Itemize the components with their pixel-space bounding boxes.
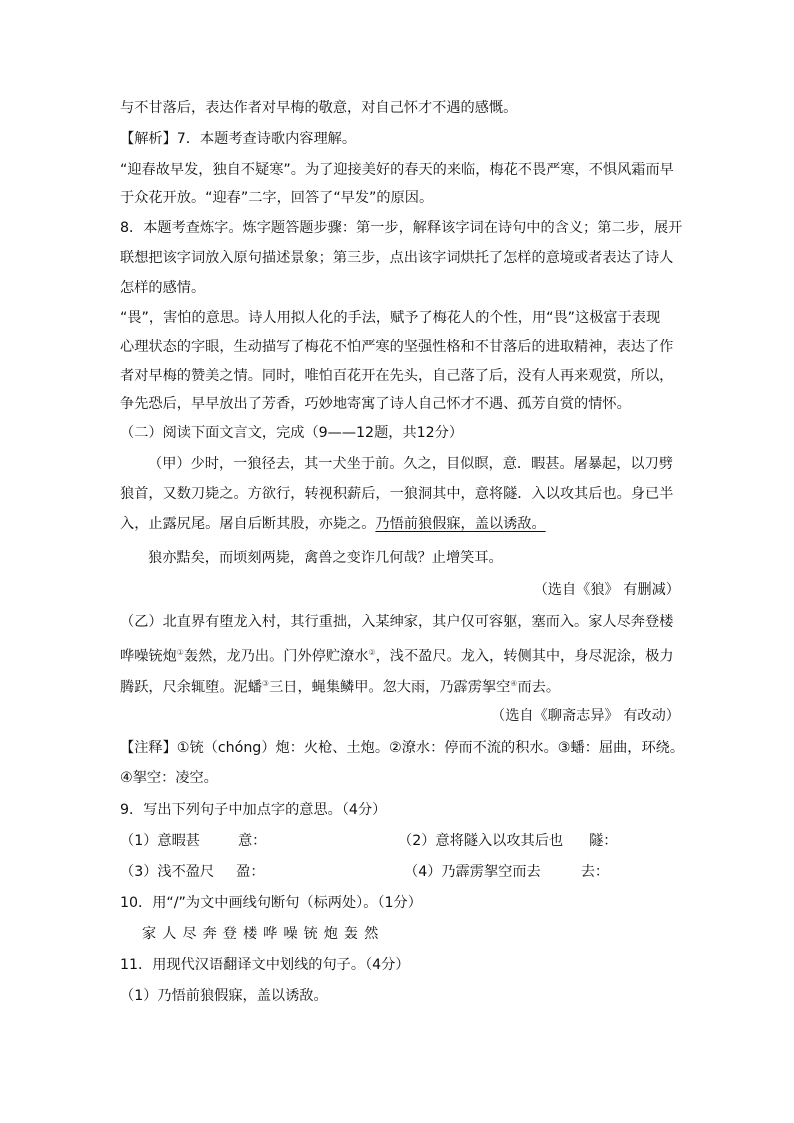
text-line: “迎春故早发，独自不疑寒”。为了迎接美好的春天的来临，梅花不畏严寒，不惧风霜而早 — [120, 162, 674, 178]
question-text: （1）意暇甚 — [120, 833, 200, 849]
question-9-item — [398, 831, 617, 851]
text-line: 争先恐后，早早放出了芳香，巧妙地寄寓了诗人自己怀才不遇、孤芳自赏的情怀。 — [120, 396, 631, 412]
text-line: 于众花开放。“迎春”二字，回答了“早发”的原因。 — [120, 190, 434, 206]
answer-key-label: 意： — [237, 833, 267, 849]
question-9-heading: 9．写出下列句子中加点字的意思。（4分） — [120, 802, 387, 818]
text-line: “畏”，害怕的意思。诗人用拟人化的手法，赋予了梅花人的个性，用“畏”这极富于表现 — [120, 310, 661, 326]
passage-text: 而去。 — [517, 679, 561, 696]
question-text: （3）浅不盈尺 — [120, 864, 215, 880]
passage-text: 入，止露尻尾。屠自后断其股，亦毙之。 — [120, 516, 376, 532]
text-line: 心理状态的字眼，生动描写了梅花不怕严寒的坚强性格和不甘落后的进取精神，表达了作 — [120, 339, 674, 355]
sentence-to-punctuate: 家人尽奔登楼哗噪铳炮轰然 — [142, 926, 385, 942]
passage-jia-line: 狼亦黠矣，而顷刻两毙，禽兽之变诈几何哉？止增笑耳。 — [148, 550, 503, 566]
answer-key-label: 隧： — [589, 833, 618, 849]
text-line: 联想把该字词放入原句描述景象；第三步，点出该字词烘托了怎样的意境或者表达了诗人 — [120, 250, 674, 266]
passage-text: 轰然，龙乃出。门外停贮潦水 — [183, 648, 369, 665]
passage-yi-line — [120, 674, 560, 698]
passage-yi-line: （乙）北直界有堕龙入村，其行重拙，入某绅家，其户仅可容躯，塞而入。家人尽奔登楼 — [120, 614, 674, 630]
passage-text: ，浅不盈尺。龙入，转侧其中，身尽泥涂，极力 — [375, 648, 674, 665]
passage-jia-line — [120, 514, 546, 534]
source-note: （选自《狼》 有删减） — [533, 582, 680, 598]
passage-jia-line: 狼首，又数刀毙之。方欲行，转视积薪后，一狼洞其中，意将隧．入以攻其后也。身已半 — [120, 486, 674, 502]
text-line: 怎样的感情。 — [120, 280, 206, 296]
analysis-heading: 【解析】7．本题考查诗歌内容理解。 — [120, 131, 357, 147]
text-line: 8．本题考查炼字。炼字题答题步骤：第一步，解释该字词在诗句中的含义；第二步，展开 — [120, 220, 683, 236]
underlined-sentence: 乃悟前狼假寐，盖以诱敌。 — [375, 516, 546, 532]
note-marker: ② — [368, 648, 376, 657]
question-9-item — [404, 862, 609, 882]
source-note: （选自《聊斋志异》 有改动） — [491, 708, 680, 724]
note-marker: ④ — [510, 679, 518, 688]
passage-text: 三日，蝇集鳞甲。忽大雨，乃霹雳挐空 — [269, 679, 511, 696]
passage-text: 腾跃，尺余辄堕。泥蟠 — [120, 679, 262, 696]
text-line: 者对早梅的赞美之情。同时，唯怕百花开在先头，自己落了后，没有人再来观赏，所以， — [120, 368, 674, 384]
note-marker: ① — [176, 648, 184, 657]
question-text: （2）意将隧入以攻其后也 — [398, 833, 564, 849]
question-11-item: （1）乃悟前狼假寐，盖以诱敌。 — [120, 988, 328, 1004]
answer-key-label: 盈： — [236, 864, 265, 880]
passage-yi-line — [120, 643, 674, 667]
note-marker: ③ — [261, 679, 270, 688]
answer-key-label: 去： — [580, 864, 610, 880]
section-heading: （二）阅读下面文言文，完成（9——12题，共12分） — [120, 425, 464, 441]
question-text: （4）乃霹雳挐空而去 — [404, 864, 541, 880]
text-line: 与不甘落后，表达作者对早梅的敬意，对自己怀才不遇的感慨。 — [120, 100, 518, 116]
question-10-heading: 10．用“/”为文中画线句断句（标两处）。（1分） — [120, 895, 422, 911]
passage-text: 哗噪铳炮 — [120, 648, 177, 665]
annotation-line: ④挐空：凌空。 — [120, 770, 218, 786]
annotation-line: 【注释】①铳（chóng）炮：火枪、土炮。②潦水：停而不流的积水。③蟠：屈曲，环绕。 — [120, 740, 685, 756]
question-9-item — [120, 862, 265, 882]
question-9-item — [120, 831, 266, 851]
question-11-heading: 11．用现代汉语翻译文中划线的句子。（4分） — [120, 957, 410, 973]
passage-jia-line: （甲）少时，一狼径去，其一犬坐于前。久之，目似瞑，意．暇甚。屠暴起，以刀劈 — [148, 456, 673, 472]
